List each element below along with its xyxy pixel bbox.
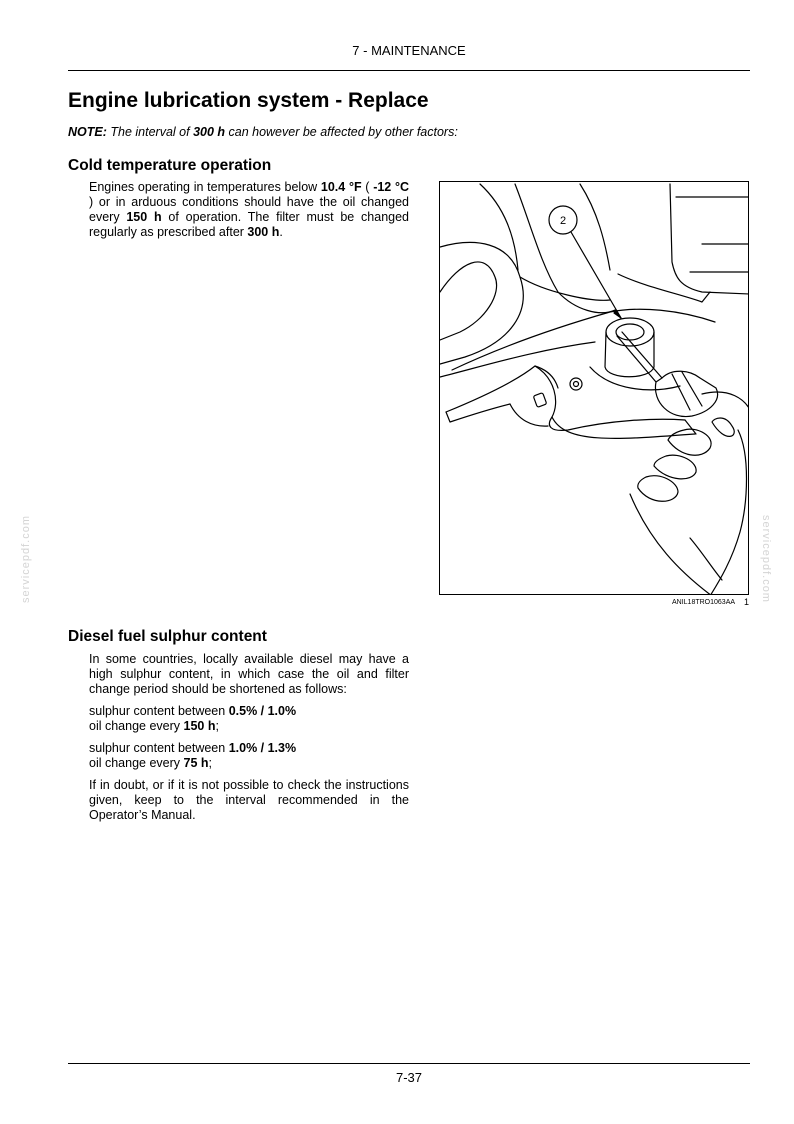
filter-interval: 300 h (247, 225, 280, 239)
cold-text-3: ) or in arduous conditions should have the oil changed every (89, 195, 409, 224)
cold-body (89, 180, 409, 247)
temp-fahrenheit: 10.4 °F (320, 180, 362, 194)
oil-change-2-interval: 75 h (183, 756, 209, 770)
section-heading-diesel: Diesel fuel sulphur content (68, 628, 267, 645)
sulphur-1-range: 0.5% / 1.0% (228, 704, 297, 718)
sulphur-item-2: sulphur content between 1.0% / 1.3% oil change every 75 h; (89, 741, 297, 770)
oil-change-1-text: oil change every (89, 719, 184, 733)
running-header: 7 - MAINTENANCE (352, 43, 466, 58)
watermark-left: servicepdf.com (20, 515, 32, 603)
sulphur-item-1: sulphur content between 0.5% / 1.0% oil change every 150 h; (89, 704, 297, 733)
note-text-post: can however be affected by other factors: (225, 125, 458, 139)
note (68, 125, 458, 139)
figure-caption: ANIL18TRO1063AA (672, 599, 736, 606)
oil-change-1-interval: 150 h (183, 719, 216, 733)
sulphur-1-text: sulphur content between (89, 704, 229, 718)
section-heading-cold: Cold temperature operation (68, 157, 272, 174)
temp-celsius: -12 °C (373, 180, 409, 194)
note-label: NOTE: (68, 125, 107, 139)
oil-interval: 150 h (126, 210, 162, 224)
cold-text-1: Engines operating in temperatures below (89, 180, 321, 194)
diesel-intro: In some countries, locally available diesel may have a high sulphur content, in which case the oil and filter change period should be shortened as follows: (89, 652, 409, 696)
diesel-body (89, 652, 409, 830)
sulphur-2-text: sulphur content between (89, 741, 229, 755)
diesel-closing: If in doubt, or if it is not possible to check the instructions given, keep to the interval recommended in the Operator’s Manual. (89, 778, 409, 822)
sulphur-2-range: 1.0% / 1.3% (228, 741, 297, 755)
engine-oil-illustration (439, 181, 749, 595)
cold-text-2: ( (361, 180, 374, 194)
cold-text-4: of operation. The filter must be changed regularly as prescribed after (89, 210, 410, 239)
watermark-right: servicepdf.com (760, 515, 772, 603)
oil-change-2-text: oil change every (89, 756, 184, 770)
header-rule (68, 70, 750, 71)
footer-rule (68, 1063, 750, 1064)
figure-callout-number: 2 (559, 215, 567, 227)
figure-number: 1 (744, 597, 750, 607)
page-number: 7-37 (395, 1070, 423, 1085)
page-title: Engine lubrication system - Replace (68, 89, 429, 112)
cold-paragraph (89, 180, 409, 240)
note-interval: 300 h (193, 125, 226, 139)
note-text-pre: The interval of (110, 125, 194, 139)
cold-text-5: . (279, 225, 283, 239)
